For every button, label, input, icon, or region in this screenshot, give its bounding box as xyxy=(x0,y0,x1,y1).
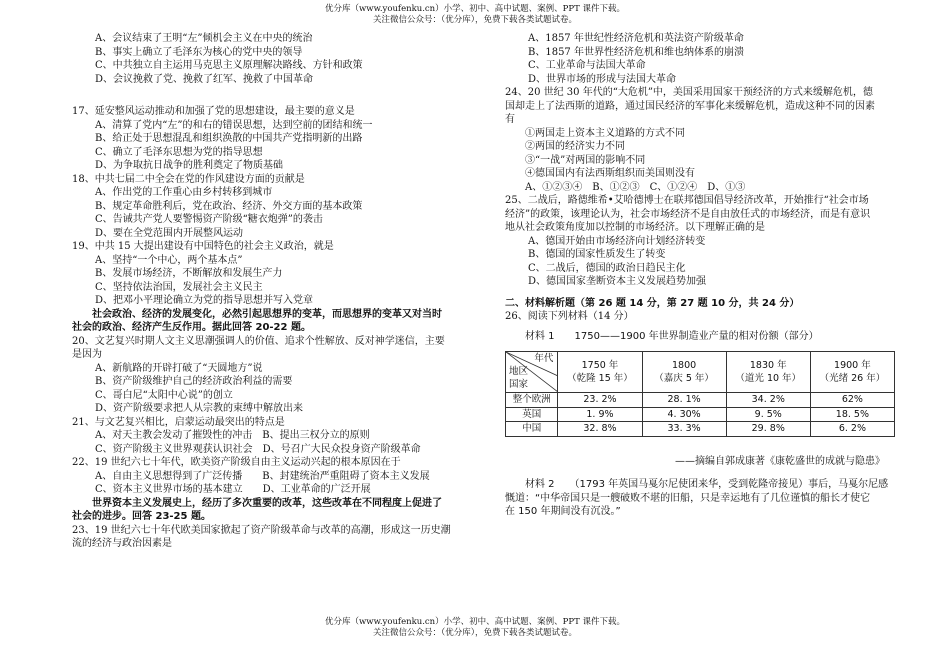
q17-option-c: C、确立了毛泽东思想为党的指导思想 xyxy=(95,146,263,158)
q19-option-c: C、坚持依法治国，发展社会主义民主 xyxy=(95,281,263,293)
material-2-line1: 材料 2 （1793 年英国马戛尔尼使团来华，受到乾隆帝接见）事后，马戛尔尼感 xyxy=(525,479,889,490)
table-row xyxy=(506,422,895,437)
q16-option-b: B、事实上确立了毛泽东为核心的党中央的领导 xyxy=(95,46,303,58)
q23-option-b: B、1857 年世界性经济危机和维也纳体系的崩溃 xyxy=(528,46,744,58)
q25-option-b: B、德国的国家性质发生了转变 xyxy=(528,249,666,260)
q24-stem-line2: 国却走上了法西斯的道路，通过国民经济的军事化来缓解危机，造成这种不同的因素 xyxy=(505,100,875,112)
row-label: 英国 xyxy=(506,407,558,422)
q26-stem: 26、阅读下列材料（14 分） xyxy=(505,311,634,322)
q18-stem: 18、中共七届二中全会在党的作风建设方面的贡献是 xyxy=(72,173,305,185)
row-label: 整个欧洲 xyxy=(506,393,558,408)
table-cell: 62% xyxy=(810,393,894,408)
q21-stem: 21、与文艺复兴相比，启蒙运动最突出的特点是 xyxy=(72,416,285,428)
q21-options-cd: C、资产阶级主义世界观获认识社会 D、号召广大民众投身资产阶级革命 xyxy=(95,443,421,455)
q18-option-a: A、作出党的工作重心由乡村转移到城市 xyxy=(95,187,273,198)
col-year: 1800 xyxy=(672,359,697,371)
table-cell: 4. 30% xyxy=(642,407,726,422)
table-col-header xyxy=(726,352,810,393)
q17-stem: 17、延安整风运动推动和加强了党的思想建设，最主要的意义是 xyxy=(72,106,355,117)
right-column xyxy=(505,32,895,519)
q17-option-b: B、给正处于思想混乱和组织涣散的中国共产党指明新的出路 xyxy=(95,133,363,144)
q22-stem: 22、19 世纪六七十年代，欧美资产阶级自由主义运动兴起的根本原因在于 xyxy=(72,457,401,468)
q24-stem-line3: 有 xyxy=(505,114,515,125)
q16-option-a: A、会议结束了王明“左”倾机会主义在中央的统治 xyxy=(95,33,313,44)
q24-item-1: ①两国走上资本主义道路的方式不同 xyxy=(525,127,685,139)
header-line-2: 关注微信公众号：（优分库），免费下载各类试题试卷。 xyxy=(372,15,577,25)
table-row xyxy=(506,393,895,408)
q20-option-d: D、资产阶级要求把人从宗教的束缚中解放出来 xyxy=(95,403,304,414)
col-era: （嘉庆 5 年） xyxy=(654,373,714,384)
table-col-header xyxy=(642,352,726,393)
table-cell: 34. 2% xyxy=(726,393,810,408)
q20-option-c: C、哥白尼“太阳中心说”的创立 xyxy=(95,389,233,401)
q16-options xyxy=(72,32,470,86)
q24-stem-line1: 24、20 世纪 30 年代的“大危机”中，美国采用国家干预经济的方式来缓解危机，德 xyxy=(505,87,873,98)
left-column xyxy=(72,32,470,551)
q22-options-ab: A、自由主义思想得到了广泛传播 B、封建统治严重阻碍了资本主义发展 xyxy=(95,470,430,482)
col-era: （光绪 26 年） xyxy=(819,373,886,384)
intro-20-22-line2: 社会的政治、经济产生反作用。据此回答 20-22 题。 xyxy=(72,322,311,333)
q23-option-a: A、1857 年世纪性经济危机和英法资产阶级革命 xyxy=(528,33,744,44)
q23-option-d: D、世界市场的形成与法国大革命 xyxy=(528,73,677,85)
col-era: （道光 10 年） xyxy=(735,373,802,384)
row-label: 中国 xyxy=(506,422,558,437)
table-cell: 18. 5% xyxy=(810,407,894,422)
col-year: 1830 年 xyxy=(749,359,787,371)
q17-option-a: A、清算了党内“左”的和右的错误思想，达到空前的团结和统一 xyxy=(95,119,373,131)
corner-label-year: 年代 xyxy=(534,353,554,364)
table-corner-cell xyxy=(506,352,558,393)
intro-23-25-line2: 社会的进步。回答 23-25 题。 xyxy=(72,511,211,522)
q25-option-a: A、德国开始由市场经济向计划经济转变 xyxy=(528,235,706,247)
table-cell: 1. 9% xyxy=(558,407,642,422)
q25-option-d: D、德国国家垄断资本主义发展趋势加强 xyxy=(528,276,707,287)
material-1-title: 材料 1 1750——1900 年世界制造业产量的相对份额（部分） xyxy=(525,330,819,342)
q20-option-a: A、新航路的开辟打破了“天圆地方”说 xyxy=(95,362,263,374)
q20-stem-line2: 是因为 xyxy=(72,349,102,360)
table-cell: 33. 3% xyxy=(642,422,726,437)
col-year: 1900 年 xyxy=(834,359,871,371)
q18-option-b: B、规定革命胜利后，党在政治、经济、外交方面的基本政策 xyxy=(95,200,363,212)
table-header-row xyxy=(506,352,895,393)
q24-choices: A、①②③④ B、①②③ C、①②④ D、①③ xyxy=(525,181,746,193)
q23-stem-line1: 23、19 世纪六七十年代欧美国家掀起了资产阶级革命与改革的高潮，形成这一历史潮 xyxy=(72,524,451,536)
q24-item-2: ②两国的经济实力不同 xyxy=(525,141,625,152)
table-cell: 29. 8% xyxy=(726,422,810,437)
q18-option-d: D、要在全党范围内开展整风运动 xyxy=(95,227,244,239)
q23-stem-line2: 流的经济与政治因素是 xyxy=(72,538,172,549)
table-cell: 23. 2% xyxy=(558,393,642,408)
table-cell: 9. 5% xyxy=(726,407,810,422)
corner-label-region: 地区 xyxy=(509,366,529,377)
q19-option-a: A、坚持“一个中心，两个基本点” xyxy=(95,254,243,266)
material-2-line3: 在 150 年期间没有沉没。” xyxy=(505,506,621,517)
table-cell: 28. 1% xyxy=(642,393,726,408)
q16-option-c: C、中共独立自主运用马克思主义原理解决路线、方针和政策 xyxy=(95,60,363,71)
table-row xyxy=(506,407,895,422)
material-2-line2: 慨道：“中华帝国只是一艘破败不堪的旧船，只是幸运地有了几位谨慎的船长才使它 xyxy=(505,492,871,504)
col-era: （乾隆 15 年） xyxy=(567,373,633,384)
q25-option-c: C、二战后，德国的政治日趋民主化 xyxy=(528,262,686,274)
material-1-source: ——摘编自郭成康著《康乾盛世的成就与隐患》 xyxy=(675,455,885,467)
q20-stem-line1: 20、文艺复兴时期人文主义思潮强调人的价值、追求个性解放、反对神学迷信，主要 xyxy=(72,335,445,347)
q16-option-d: D、会议挽救了党、挽救了红军、挽救了中国革命 xyxy=(95,73,314,85)
q19-option-b: B、发展市场经济，不断解放和发展生产力 xyxy=(95,268,283,279)
q21-options-ab: A、对天主教会发动了摧毁性的冲击 B、提出三权分立的原则 xyxy=(95,430,370,441)
q19-stem: 19、中共 15 大提出建设有中国特色的社会主义政治，就是 xyxy=(72,241,334,252)
page-header xyxy=(0,4,950,26)
page-footer xyxy=(0,617,950,639)
q25-stem-line3: 地从社会政策角度加以控制的市场经济。以下理解正确的是 xyxy=(505,222,765,233)
q24-item-4: ④德国国内有法西斯组织而美国则没有 xyxy=(525,168,695,179)
col-year: 1750 年 xyxy=(581,359,619,371)
q19-option-d: D、把邓小平理论确立为党的指导思想并写入党章 xyxy=(95,295,314,306)
header-line-1: 优分库（www.youfenku.cn）小学、初中、高中试题、案例、PPT 课件下载。 xyxy=(325,4,625,14)
manufacturing-share-table xyxy=(505,351,895,437)
table-cell: 32. 8% xyxy=(558,422,642,437)
q24-item-3: ③“一战”对两国的影响不同 xyxy=(525,154,646,166)
q25-stem-line2: 经济”的政策，该理论认为，社会市场经济不是自由放任式的市场经济，而是有意识 xyxy=(505,208,871,220)
table-cell: 6. 2% xyxy=(810,422,894,437)
q25-stem-line1: 25、二战后，路德维希•艾哈德博士在联邦德国倡导经济改革，开始推行“社会市场 xyxy=(505,195,869,206)
q17-option-d: D、为争取抗日战争的胜利奠定了物质基础 xyxy=(95,160,284,171)
q22-options-cd: C、资本主义世界市场的基本建立 D、工业革命的广泛开展 xyxy=(95,484,371,495)
section-2-heading: 二、材料解析题（第 26 题 14 分，第 27 题 10 分，共 24 分） xyxy=(505,297,800,309)
footer-line-2: 关注微信公众号：（优分库），免费下载各类试题试卷。 xyxy=(372,628,577,638)
intro-20-22-line1: 社会政治、经济的发展变化，必然引起思想界的变革，而思想界的变革又对当时 xyxy=(92,308,442,320)
q20-option-b: B、资产阶级维护自己的经济政治利益的需要 xyxy=(95,376,293,387)
table-col-header xyxy=(810,352,894,393)
intro-23-25-line1: 世界资本主义发展史上，经历了多次重要的改革，这些改革在不同程度上促进了 xyxy=(92,497,442,509)
q18-option-c: C、告诫共产党人要警惕资产阶级“糖衣炮弹”的袭击 xyxy=(95,214,323,225)
table-col-header xyxy=(558,352,642,393)
corner-label-country: 国家 xyxy=(509,379,529,390)
footer-line-1: 优分库（www.youfenku.cn）小学、初中、高中试题、案例、PPT 课件下载。 xyxy=(325,617,625,627)
q23-option-c: C、工业革命与法国大革命 xyxy=(528,60,646,71)
